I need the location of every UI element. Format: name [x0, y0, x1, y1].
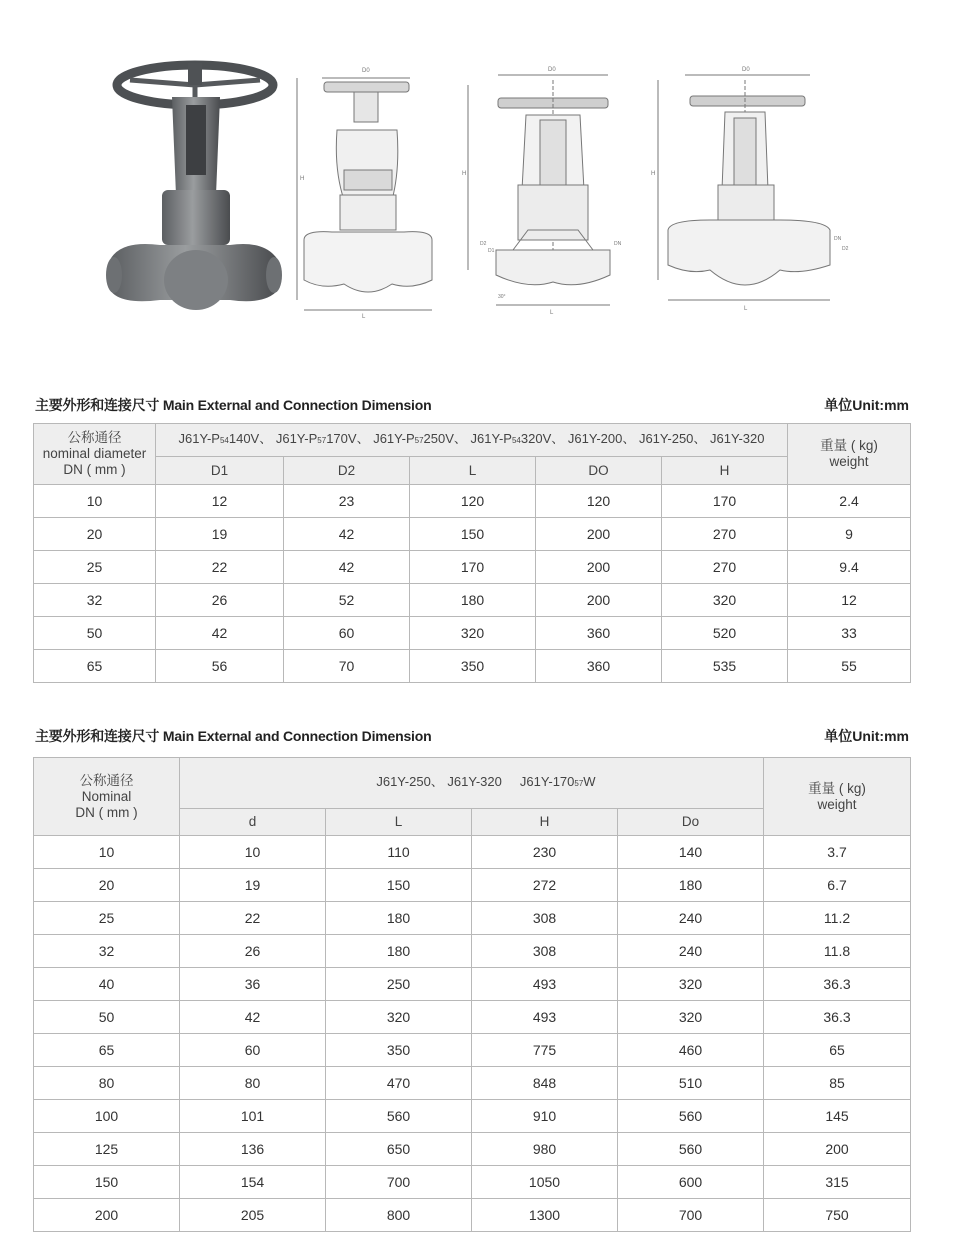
table-cell: 12	[788, 584, 911, 617]
models-header: J61Y-P54140V、 J61Y-P57170V、 J61Y-P57250V、 J61Y-P54320V、 J61Y-200、 J61Y-250、 J61Y-320	[156, 424, 788, 457]
table-cell: 52	[284, 584, 410, 617]
table-cell: 360	[536, 650, 662, 683]
svg-text:D0: D0	[742, 67, 750, 73]
table-row	[34, 650, 911, 683]
col-h-2: H	[472, 809, 618, 836]
table-cell: 560	[326, 1100, 472, 1133]
table-row	[34, 551, 911, 584]
svg-text:H: H	[300, 176, 305, 182]
table-cell: 22	[180, 902, 326, 935]
table-cell: 170	[410, 551, 536, 584]
table-cell: 36.3	[764, 1001, 911, 1034]
table-cell: 10	[34, 836, 180, 869]
table-cell: 50	[34, 1001, 180, 1034]
svg-text:D0: D0	[362, 68, 370, 74]
table-cell: 315	[764, 1166, 911, 1199]
table-cell: 200	[536, 551, 662, 584]
table-row	[34, 968, 911, 1001]
table-cell: 272	[472, 869, 618, 902]
table-cell: 150	[410, 518, 536, 551]
table-cell: 42	[156, 617, 284, 650]
svg-text:H: H	[462, 171, 467, 177]
section2-unit: 单位Unit:mm	[824, 728, 909, 744]
col-d1: D1	[156, 457, 284, 485]
table-cell: 350	[410, 650, 536, 683]
table-cell: 22	[156, 551, 284, 584]
table-cell: 1300	[472, 1199, 618, 1232]
table-cell: 110	[326, 836, 472, 869]
table-cell: 980	[472, 1133, 618, 1166]
table-row	[34, 518, 911, 551]
table-cell: 270	[662, 551, 788, 584]
table-cell: 180	[326, 935, 472, 968]
table-cell: 470	[326, 1067, 472, 1100]
table-cell: 520	[662, 617, 788, 650]
svg-text:DN: DN	[614, 241, 622, 247]
table-cell: 60	[180, 1034, 326, 1067]
svg-text:L: L	[550, 310, 554, 316]
table-cell: 42	[284, 551, 410, 584]
table-cell: 33	[788, 617, 911, 650]
table-cell: 848	[472, 1067, 618, 1100]
table-cell: 600	[618, 1166, 764, 1199]
table-cell: 320	[618, 968, 764, 1001]
table-cell: 11.8	[764, 935, 911, 968]
table-row	[34, 1100, 911, 1133]
table-cell: 493	[472, 968, 618, 1001]
valve-photo	[100, 55, 285, 315]
table-cell: 101	[180, 1100, 326, 1133]
valve-drawing-outline	[292, 60, 442, 320]
valve-drawing-section-a	[458, 60, 638, 320]
table-cell: 20	[34, 518, 156, 551]
table-cell: 10	[180, 836, 326, 869]
table-cell: 650	[326, 1133, 472, 1166]
col-h: H	[662, 457, 788, 485]
table-cell: 200	[536, 584, 662, 617]
table-row	[34, 1067, 911, 1100]
table-cell: 60	[284, 617, 410, 650]
table-cell: 150	[34, 1166, 180, 1199]
table-cell: 200	[536, 518, 662, 551]
weight-header: 重量 ( kg) weight	[788, 424, 911, 485]
col-d2: D2	[284, 457, 410, 485]
svg-text:D2: D2	[842, 246, 849, 252]
table-cell: 180	[410, 584, 536, 617]
table-cell: 36.3	[764, 968, 911, 1001]
table-row	[34, 935, 911, 968]
table-cell: 560	[618, 1133, 764, 1166]
table-cell: 308	[472, 935, 618, 968]
table-cell: 32	[34, 935, 180, 968]
table-cell: 120	[536, 485, 662, 518]
table-row	[34, 1034, 911, 1067]
table-cell: 136	[180, 1133, 326, 1166]
svg-text:D0: D0	[548, 67, 556, 73]
svg-text:D1: D1	[488, 248, 495, 254]
table-cell: 65	[34, 1034, 180, 1067]
table-cell: 3.7	[764, 836, 911, 869]
svg-text:30°: 30°	[498, 294, 506, 300]
table-cell: 120	[410, 485, 536, 518]
table-cell: 25	[34, 551, 156, 584]
table-cell: 23	[284, 485, 410, 518]
table-cell: 320	[618, 1001, 764, 1034]
dn-header: 公称通径 nominal diameter DN ( mm )	[34, 424, 156, 485]
table-cell: 320	[662, 584, 788, 617]
table-cell: 200	[764, 1133, 911, 1166]
table-cell: 240	[618, 902, 764, 935]
models-header-2: J61Y-250、 J61Y-320 J61Y-17057W	[180, 758, 764, 809]
valve-drawing-section-b	[650, 60, 860, 320]
table-cell: 154	[180, 1166, 326, 1199]
table-cell: 65	[764, 1034, 911, 1067]
table-cell: 50	[34, 617, 156, 650]
svg-text:L: L	[744, 306, 748, 312]
table-cell: 140	[618, 836, 764, 869]
table-cell: 85	[764, 1067, 911, 1100]
table-cell: 240	[618, 935, 764, 968]
table-cell: 32	[34, 584, 156, 617]
table-cell: 493	[472, 1001, 618, 1034]
svg-text:D2: D2	[480, 241, 487, 247]
table-cell: 10	[34, 485, 156, 518]
table-cell: 25	[34, 902, 180, 935]
table-cell: 20	[34, 869, 180, 902]
table-cell: 42	[180, 1001, 326, 1034]
table-cell: 11.2	[764, 902, 911, 935]
table-cell: 560	[618, 1100, 764, 1133]
table-cell: 205	[180, 1199, 326, 1232]
table-cell: 40	[34, 968, 180, 1001]
table-row	[34, 1001, 911, 1034]
table-cell: 775	[472, 1034, 618, 1067]
table-cell: 700	[618, 1199, 764, 1232]
table-cell: 250	[326, 968, 472, 1001]
table-cell: 150	[326, 869, 472, 902]
table-cell: 145	[764, 1100, 911, 1133]
valve-figures	[0, 0, 960, 340]
table-cell: 910	[472, 1100, 618, 1133]
table-cell: 36	[180, 968, 326, 1001]
dn-header-2: 公称通径 Nominal DN ( mm )	[34, 758, 180, 836]
table-row	[34, 902, 911, 935]
table-cell: 80	[34, 1067, 180, 1100]
col-do-2: Do	[618, 809, 764, 836]
svg-text:L: L	[362, 314, 366, 320]
table-cell: 800	[326, 1199, 472, 1232]
table-cell: 42	[284, 518, 410, 551]
table-row	[34, 869, 911, 902]
table-cell: 170	[662, 485, 788, 518]
section1-unit: 单位Unit:mm	[824, 397, 909, 413]
table-cell: 19	[180, 869, 326, 902]
table-row	[34, 617, 911, 650]
table-cell: 460	[618, 1034, 764, 1067]
table-cell: 180	[326, 902, 472, 935]
table-cell: 270	[662, 518, 788, 551]
table-cell: 9	[788, 518, 911, 551]
table2-body	[34, 836, 911, 1232]
table-row	[34, 584, 911, 617]
table-cell: 9.4	[788, 551, 911, 584]
col-l: L	[410, 457, 536, 485]
section2-title: 主要外形和连接尺寸 Main External and Connection Dimension	[35, 728, 432, 744]
table-cell: 2.4	[788, 485, 911, 518]
table-cell: 200	[34, 1199, 180, 1232]
table-cell: 750	[764, 1199, 911, 1232]
table-cell: 125	[34, 1133, 180, 1166]
col-l-2: L	[326, 809, 472, 836]
table-cell: 230	[472, 836, 618, 869]
table-cell: 70	[284, 650, 410, 683]
table-cell: 12	[156, 485, 284, 518]
table-cell: 700	[326, 1166, 472, 1199]
table-row	[34, 485, 911, 518]
dimension-table-2	[33, 757, 911, 1232]
weight-header-2: 重量 ( kg) weight	[764, 758, 911, 836]
table-row	[34, 1133, 911, 1166]
table-cell: 26	[156, 584, 284, 617]
table-cell: 56	[156, 650, 284, 683]
table1-body	[34, 485, 911, 683]
table-cell: 350	[326, 1034, 472, 1067]
dimension-table-1	[33, 423, 911, 683]
table-cell: 180	[618, 869, 764, 902]
table-cell: 100	[34, 1100, 180, 1133]
col-d: d	[180, 809, 326, 836]
table-cell: 360	[536, 617, 662, 650]
svg-text:H: H	[651, 171, 656, 177]
table-cell: 19	[156, 518, 284, 551]
table-cell: 320	[326, 1001, 472, 1034]
table-cell: 308	[472, 902, 618, 935]
section1-title: 主要外形和连接尺寸 Main External and Connection Dimension	[35, 397, 432, 413]
table-row	[34, 1199, 911, 1232]
table-cell: 55	[788, 650, 911, 683]
table-cell: 26	[180, 935, 326, 968]
table-cell: 510	[618, 1067, 764, 1100]
table-cell: 1050	[472, 1166, 618, 1199]
table-cell: 80	[180, 1067, 326, 1100]
table-cell: 65	[34, 650, 156, 683]
table-cell: 6.7	[764, 869, 911, 902]
svg-text:DN: DN	[834, 236, 842, 242]
table-cell: 535	[662, 650, 788, 683]
table-cell: 320	[410, 617, 536, 650]
table-row	[34, 1166, 911, 1199]
col-do: DO	[536, 457, 662, 485]
table-row	[34, 836, 911, 869]
